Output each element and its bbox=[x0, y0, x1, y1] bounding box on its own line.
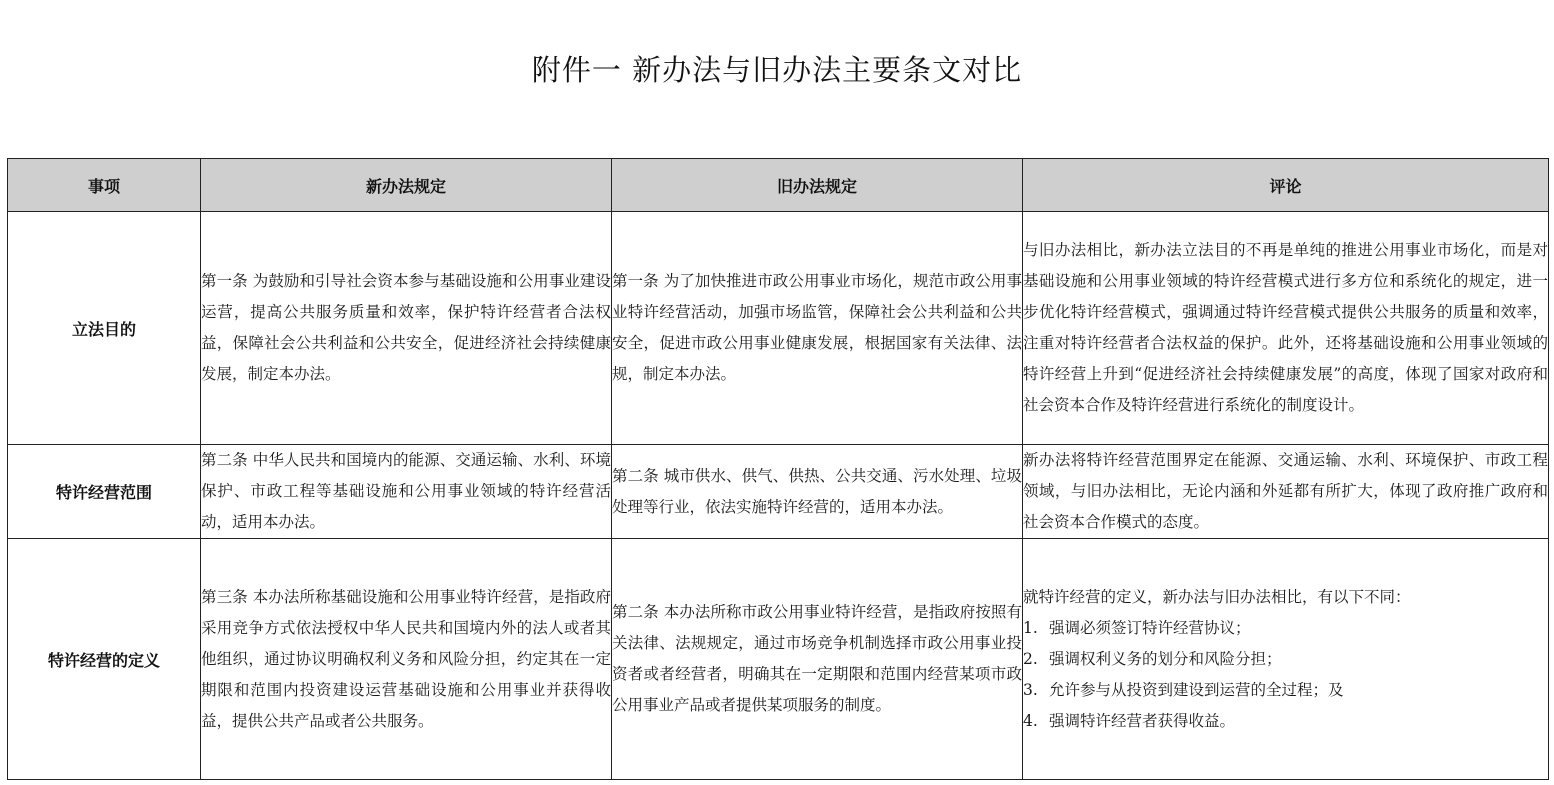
comment-cell bbox=[1023, 539, 1549, 780]
header-item: 事项 bbox=[8, 159, 201, 212]
list-number: 4. bbox=[1023, 711, 1038, 730]
list-number: 1. bbox=[1023, 618, 1038, 637]
list-text: 允许参与从投资到建设到运营的全过程；及 bbox=[1049, 680, 1344, 699]
list-item bbox=[1023, 706, 1548, 737]
list-item bbox=[1023, 675, 1548, 706]
list-number: 2. bbox=[1023, 649, 1038, 668]
table-row bbox=[8, 539, 1549, 780]
old-rule-cell: 第二条 城市供水、供气、供热、公共交通、污水处理、垃圾处理等行业，依法实施特许经营的，适用本办法。 bbox=[612, 445, 1023, 539]
list-text: 强调必须签订特许经营协议； bbox=[1049, 618, 1251, 637]
table-row bbox=[8, 212, 1549, 445]
list-text: 强调权利义务的划分和风险分担； bbox=[1049, 649, 1282, 668]
list-number: 3. bbox=[1023, 680, 1038, 699]
comment-cell: 新办法将特许经营范围界定在能源、交通运输、水利、环境保护、市政工程领域，与旧办法相比，无论内涵和外延都有所扩大，体现了政府推广政府和社会资本合作模式的态度。 bbox=[1023, 445, 1549, 539]
page-title: 附件一 新办法与旧办法主要条文对比 bbox=[531, 53, 1023, 87]
table-header-row bbox=[8, 159, 1549, 212]
list-text: 强调特许经营者获得收益。 bbox=[1049, 711, 1236, 730]
row-item-label: 特许经营范围 bbox=[8, 445, 201, 539]
comment-intro: 就特许经营的定义，新办法与旧办法相比，有以下不同： bbox=[1023, 587, 1411, 606]
header-old-rule: 旧办法规定 bbox=[612, 159, 1023, 212]
comment-cell: 与旧办法相比，新办法立法目的不再是单纯的推进公用事业市场化，而是对基础设施和公用事业领域的特许经营模式进行多方位和系统化的规定，进一步优化特许经营模式，强调通过特许经营模式提供公共服务的质量和效率，注重对特许经营者合法权益的保护。此外，还将基础设施和公用事业领域的特许经营上升到“促进经济社会持续健康发展”的高度，体现了国家对政府和社会资本合作及特许经营进行系统化的制度设计。 bbox=[1023, 212, 1549, 445]
header-comment: 评论 bbox=[1023, 159, 1549, 212]
new-rule-cell: 第二条 中华人民共和国境内的能源、交通运输、水利、环境保护、市政工程等基础设施和公用事业领域的特许经营活动，适用本办法。 bbox=[201, 445, 612, 539]
old-rule-cell: 第二条 本办法所称市政公用事业特许经营，是指政府按照有关法律、法规规定，通过市场竞争机制选择市政公用事业投资者或者经营者，明确其在一定期限和范围内经营某项市政公用事业产品或者提供某项服务的制度。 bbox=[612, 539, 1023, 780]
difference-list bbox=[1023, 613, 1548, 737]
new-rule-cell: 第一条 为鼓励和引导社会资本参与基础设施和公用事业建设运营，提高公共服务质量和效率，保护特许经营者合法权益，保障社会公共利益和公共安全，促进经济社会持续健康发展，制定本办法。 bbox=[201, 212, 612, 445]
list-item bbox=[1023, 613, 1548, 644]
new-rule-cell: 第三条 本办法所称基础设施和公用事业特许经营，是指政府采用竞争方式依法授权中华人民共和国境内外的法人或者其他组织，通过协议明确权利义务和风险分担，约定其在一定期限和范围内投资建设运营基础设施和公用事业并获得收益，提供公共产品或者公共服务。 bbox=[201, 539, 612, 780]
row-item-label: 立法目的 bbox=[8, 212, 201, 445]
header-new-rule: 新办法规定 bbox=[201, 159, 612, 212]
row-item-label: 特许经营的定义 bbox=[8, 539, 201, 780]
comparison-table bbox=[7, 158, 1549, 780]
table-row bbox=[8, 445, 1549, 539]
old-rule-cell: 第一条 为了加快推进市政公用事业市场化，规范市政公用事业特许经营活动，加强市场监管，保障社会公共利益和公共安全，促进市政公用事业健康发展，根据国家有关法律、法规，制定本办法。 bbox=[612, 212, 1023, 445]
list-item bbox=[1023, 644, 1548, 675]
